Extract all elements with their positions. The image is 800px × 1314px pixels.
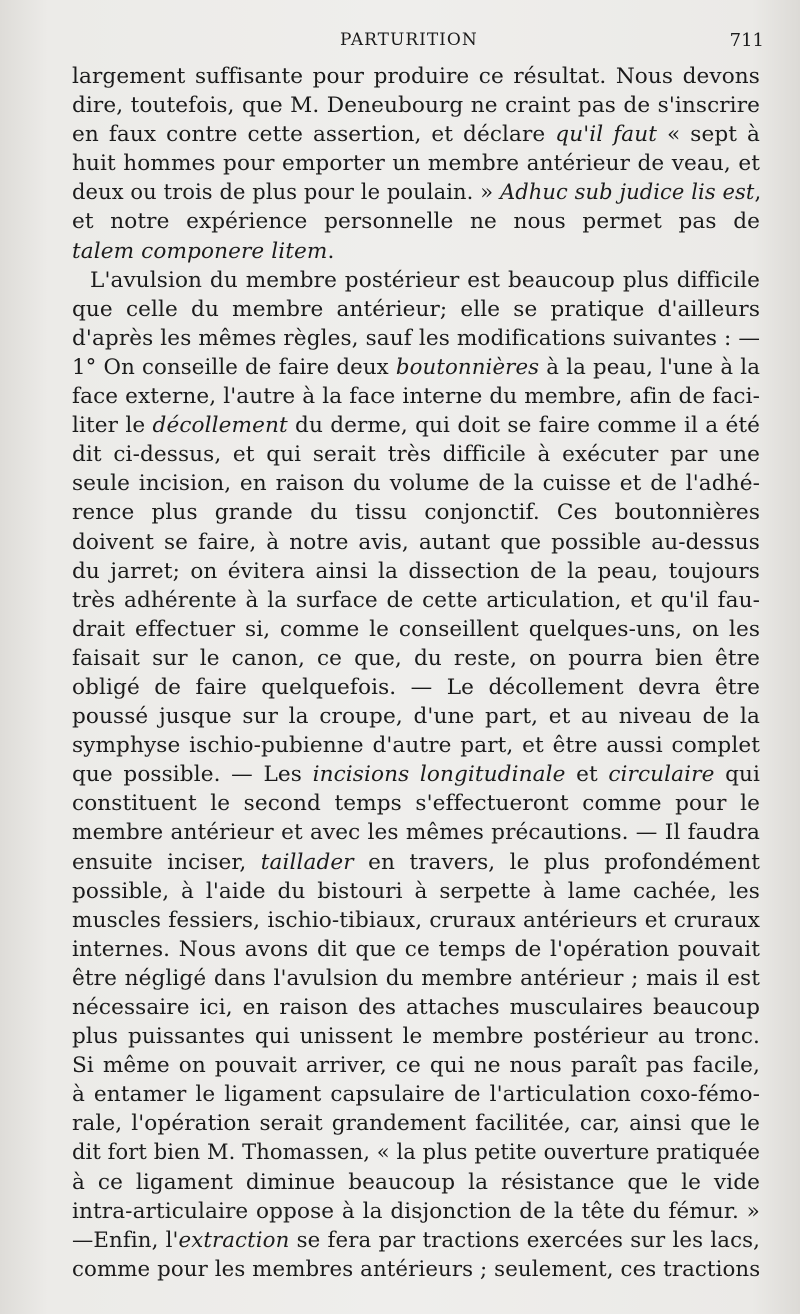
text-line: [72, 877, 760, 906]
text-segment: face externe, l'autre à la face interne du membre, afin de faci-: [72, 384, 760, 410]
italic-text: circulaire: [608, 762, 715, 788]
text-segment: membre antérieur et avec les mêmes précautions. — Il faudra: [72, 820, 760, 846]
text-segment: deux ou trois de plus pour le poulain. »: [72, 180, 500, 205]
text-segment: obligé de faire quelquefois. — Le décollement devra être: [72, 674, 760, 700]
text-line: [72, 1255, 760, 1284]
text-segment: du derme, qui doit se faire comme il a été: [287, 413, 760, 439]
text-segment: 1° On conseille de faire deux: [72, 354, 396, 380]
text-segment: que celle du membre antérieur; elle se pratique d'ailleurs: [72, 296, 760, 322]
body-text: [72, 62, 760, 1284]
text-line: [72, 731, 760, 760]
text-segment: dire, toutefois, que M. Deneubourg ne craint pas de s'inscrire: [72, 93, 760, 119]
text-segment: liter le: [72, 413, 153, 439]
text-segment: ensuite inciser,: [72, 849, 261, 875]
text-segment: Si même on pouvait arriver, ce qui ne nous paraît pas facile,: [72, 1053, 760, 1079]
text-line: [72, 411, 760, 440]
text-line: [72, 1197, 760, 1226]
text-line: [72, 760, 760, 789]
text-segment: d'après les mêmes règles, sauf les modifications suivantes : —: [72, 325, 761, 351]
text-segment: dit ci-dessus, et qui serait très difficile à exécuter par une: [72, 442, 760, 468]
italic-text: Adhuc sub judice lis est: [499, 180, 755, 205]
text-segment: à la peau, l'une à la: [539, 354, 760, 380]
text-line: [72, 237, 760, 266]
text-line: [72, 382, 760, 411]
running-title: PARTURITION: [340, 30, 478, 50]
text-line: [72, 1080, 760, 1109]
text-segment: en travers, le plus profondément: [353, 849, 760, 875]
text-line: [72, 702, 760, 731]
text-segment: être négligé dans l'avulsion du membre antérieur ; mais il est: [72, 965, 760, 991]
text-line: [72, 1022, 760, 1051]
text-line: [72, 178, 760, 207]
text-segment: se fera par tractions exercées sur les lacs,: [289, 1227, 760, 1253]
text-line: [72, 557, 760, 586]
page-number: 711: [729, 30, 764, 51]
text-line: [72, 91, 760, 120]
text-segment: dit fort bien M. Thomassen, « la plus petite ouverture pratiquée: [72, 1140, 761, 1165]
text-line: [72, 528, 760, 557]
text-segment: constituent le second temps s'effectueront comme pour le: [72, 791, 760, 817]
text-line: [72, 1226, 760, 1255]
text-segment: à entamer le ligament capsulaire de l'articulation coxo-fémo-: [72, 1082, 760, 1108]
text-line: [72, 586, 760, 615]
text-segment: « sept à: [657, 122, 760, 148]
italic-text: extraction: [178, 1227, 290, 1253]
text-segment: en faux contre cette assertion, et déclare: [72, 122, 556, 148]
text-line: [72, 935, 760, 964]
text-line: [72, 324, 760, 353]
text-segment: symphyse ischio-pubienne d'autre part, et être aussi complet: [72, 733, 760, 759]
italic-text: incisions longitudinale: [312, 762, 566, 788]
text-line: [72, 469, 760, 498]
text-segment: intra-articulaire oppose à la disjonction de la tête du fémur. »: [72, 1198, 760, 1224]
text-segment: possible, à l'aide du bistouri à serpette à lame cachée, les: [72, 878, 760, 904]
text-segment: ,: [754, 180, 762, 205]
text-segment: faisait sur le canon, ce que, du reste, on pourra bien être: [72, 645, 760, 671]
italic-text: taillader: [260, 849, 354, 875]
text-segment: doivent se faire, à notre avis, autant que possible au-dessus: [72, 529, 760, 555]
text-segment: comme pour les membres antérieurs ; seulement, ces tractions: [72, 1256, 761, 1282]
text-line: [72, 906, 760, 935]
text-line: [72, 1051, 760, 1080]
text-line: [72, 673, 760, 702]
italic-text: décollement: [152, 413, 288, 439]
text-line: [72, 615, 760, 644]
text-segment: .: [327, 238, 335, 264]
text-segment: très adhérente à la surface de cette articulation, et qu'il fau-: [72, 587, 760, 613]
text-line: [72, 1168, 760, 1197]
text-segment: internes. Nous avons dit que ce temps de l'opération pouvait: [72, 936, 760, 962]
text-line: [72, 120, 760, 149]
text-segment: nécessaire ici, en raison des attaches musculaires beaucoup: [72, 995, 760, 1020]
text-segment: poussé jusque sur la croupe, d'une part, et au niveau de la: [72, 704, 760, 730]
text-segment: et: [565, 762, 609, 788]
text-segment: du jarret; on évitera ainsi la dissection de la peau, toujours: [72, 558, 760, 584]
text-line: [72, 964, 760, 993]
text-segment: qui: [714, 762, 761, 788]
text-line: [72, 644, 760, 673]
text-segment: rale, l'opération serait grandement facilitée, car, ainsi que le: [72, 1111, 760, 1137]
text-segment: que possible. — Les: [72, 762, 313, 788]
running-head: [72, 30, 770, 56]
text-segment: largement suffisante pour produire ce résultat. Nous devons: [72, 64, 760, 89]
text-segment: plus puissantes qui unissent le membre postérieur au tronc.: [72, 1024, 760, 1050]
text-line: [72, 498, 760, 527]
text-line: [72, 266, 760, 295]
italic-text: boutonnières: [395, 354, 540, 380]
text-line: [72, 207, 760, 236]
text-line: [72, 295, 760, 324]
text-segment: rence plus grande du tissu conjonctif. Ces boutonnières: [72, 500, 760, 526]
text-segment: et notre expérience personnelle ne nous permet pas de: [72, 209, 760, 235]
text-line: [72, 149, 760, 178]
text-line: [72, 353, 760, 382]
text-line: [72, 440, 760, 469]
text-segment: huit hommes pour emporter un membre antérieur de veau, et: [72, 151, 760, 177]
text-line: [72, 848, 760, 877]
italic-text: talem componere litem: [72, 238, 328, 264]
text-line: [72, 1138, 760, 1167]
italic-text: qu'il faut: [555, 122, 658, 148]
text-line: [72, 62, 760, 91]
text-segment: drait effectuer si, comme le conseillent quelques-uns, on les: [72, 616, 760, 642]
text-segment: L'avulsion du membre postérieur est beaucoup plus difficile: [90, 267, 760, 293]
text-line: [72, 993, 760, 1022]
text-line: [72, 818, 760, 847]
text-segment: —Enfin, l': [72, 1227, 179, 1253]
text-segment: seule incision, en raison du volume de la cuisse et de l'adhé-: [72, 471, 760, 497]
text-segment: à ce ligament diminue beaucoup la résistance que le vide: [72, 1169, 760, 1195]
text-line: [72, 789, 760, 818]
text-line: [72, 1109, 760, 1138]
text-segment: muscles fessiers, ischio-tibiaux, cruraux antérieurs et cruraux: [72, 907, 760, 933]
